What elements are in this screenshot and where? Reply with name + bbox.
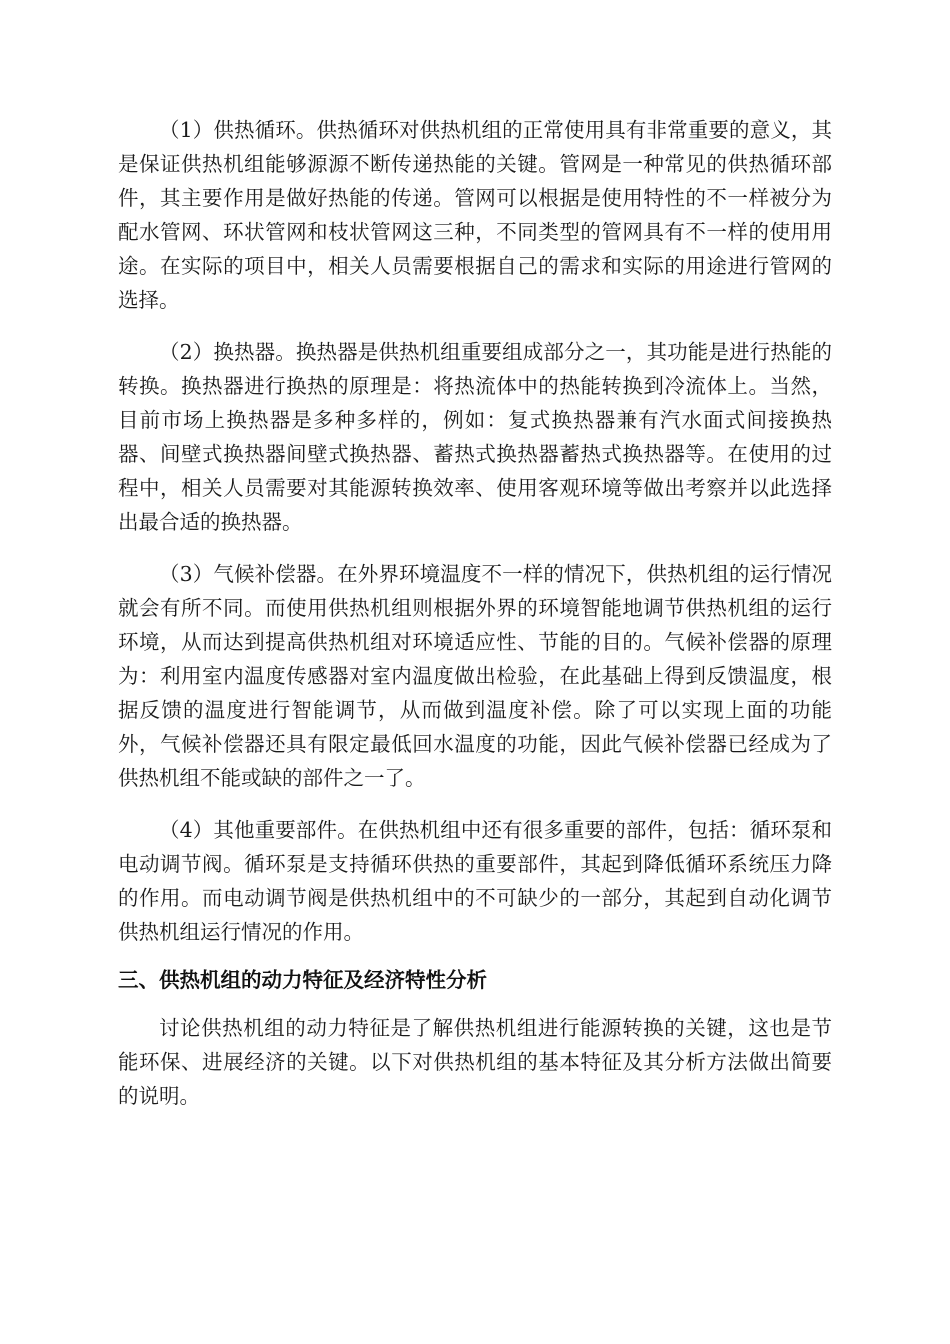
section-heading: 三、供热机组的动力特征及经济特性分析 [118,968,487,992]
paragraph-spacer [118,317,832,335]
paragraph-section-intro: 讨论供热机组的动力特征是了解供热机组进行能源转换的关键，这也是节能环保、进展经济的关键。以下对供热机组的基本特征及其分析方法做出简要的说明。 [118,1016,832,1108]
paragraph-climate-compensator: （3）气候补偿器。在外界环境温度不一样的情况下，供热机组的运行情况就会有所不同。而使用供热机组则根据外界的环境智能地调节供热机组的运行环境，从而达到提高供热机组对环境适应性、节能的目的。气候补偿器的原理为：利用室内温度传感器对室内温度做出检验，在此基础上得到反馈温度，根据反馈的温度进行智能调节，从而做到温度补偿。除了可以实现上面的功能外，气候补偿器还具有限定最低回水温度的功能，因此气候补偿器已经成为了供热机组不能或缺的部件之一了。 [118,562,832,790]
heading-spacer [118,997,832,1011]
paragraph-other-components: （4）其他重要部件。在供热机组中还有很多重要的部件，包括：循环泵和电动调节阀。循环泵是支持循环供热的重要部件，其起到降低循环系统压力降的作用。而电动调节阀是供热机组中的不可缺少的一部分，其起到自动化调节供热机组运行情况的作用。 [118,818,832,944]
paragraph-spacer [118,539,832,557]
paragraph-spacer [118,795,832,813]
heading-spacer [118,949,832,963]
paragraph-heating-cycle: （1）供热循环。供热循环对供热机组的正常使用具有非常重要的意义，其是保证供热机组能够源源不断传递热能的关键。管网是一种常见的供热循环部件，其主要作用是做好热能的传递。管网可以根据是使用特性的不一样被分为配水管网、环状管网和枝状管网这三种，不同类型的管网具有不一样的使用用途。在实际的项目中，相关人员需要根据自己的需求和实际的用途进行管网的选择。 [118,118,832,312]
paragraph-heat-exchanger: （2）换热器。换热器是供热机组重要组成部分之一，其功能是进行热能的转换。换热器进行换热的原理是：将热流体中的热能转换到冷流体上。当然，目前市场上换热器是多种多样的，例如：复式换热器兼有汽水面式间接换热器、间壁式换热器间壁式换热器、蓄热式换热器蓄热式换热器等。在使用的过程中，相关人员需要对其能源转换效率、使用客观环境等做出考察并以此选择出最合适的换热器。 [118,340,832,534]
document-page [118,113,832,1113]
